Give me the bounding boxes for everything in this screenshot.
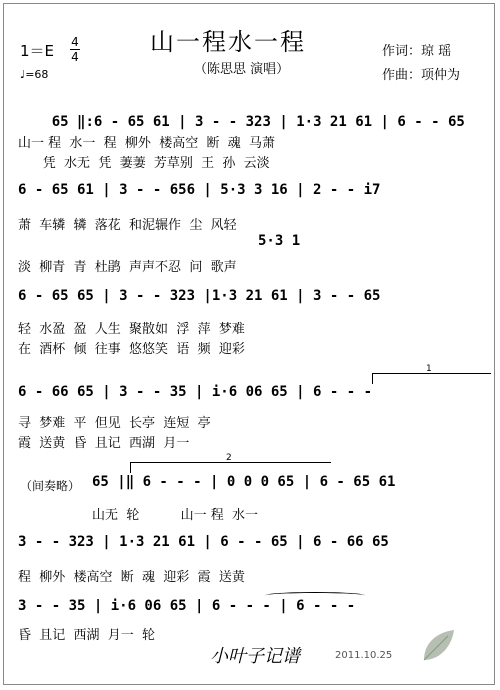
notation-row-5: 65 |‖ 6 - - - | 0 0 0 65 | 6 - 65 61 — [92, 474, 396, 490]
notation-row-2: 6 - 65 61 | 3 - - 656 | 5·3 3 16 | 2 - - i7 — [18, 182, 381, 198]
tempo-mark: ♩=68 — [20, 68, 49, 81]
composer-credit: 作曲：项仲为 — [382, 68, 461, 83]
lyrics-row-3b: 在 酒杯 倾 往事 悠悠笑 语 频 迎彩 — [18, 342, 245, 357]
time-sig-top: 4 — [71, 35, 79, 49]
volta-number-2: 2 — [226, 453, 232, 463]
leaf-icon — [418, 626, 458, 666]
repeat-start: ‖: — [77, 114, 94, 130]
lyrics-row-5: 山无 轮 山一 程 水一 — [92, 508, 258, 523]
singer-credit: （陈思思 演唱） — [194, 62, 290, 77]
volta-number-1: 1 — [426, 364, 432, 374]
transcriber-signature: 小叶子记谱 — [210, 646, 300, 667]
volta-bracket-1 — [372, 373, 491, 384]
notation-row-7: 3 - - 35 | i·6 06 65 | 6 - - - | 6 - - - — [18, 598, 356, 614]
lyrics-row-7: 昏 且记 西湖 月一 轮 — [18, 628, 156, 643]
lyrics-row-2a: 萧 车辚 辚 落花 和泥辗作 尘 风轻 — [18, 218, 237, 233]
interlude-note: （间奏略） — [20, 479, 81, 493]
key-signature: 1＝E — [20, 42, 55, 60]
notation-row-3: 6 - 65 65 | 3 - - 323 |1·3 21 61 | 3 - - 65 — [18, 288, 381, 304]
credits-block — [382, 40, 460, 88]
notation-row-6: 3 - - 323 | 1·3 21 61 | 6 - - 65 | 6 - 66 65 — [18, 534, 389, 550]
lyrics-row-3a: 轻 水盈 盈 人生 聚散如 浮 萍 梦难 — [18, 322, 245, 337]
lyrics-row-6: 程 柳外 楼高空 断 魂 迎彩 霞 送黄 — [18, 570, 245, 585]
lyrics-row-1b: 凭 水无 凭 萋萋 芳草别 王 孙 云淡 — [18, 156, 270, 171]
notation-row-1: 65 ‖:6 - 65 61 | 3 - - 323 | 1·3 21 61 | 6 - - 65 — [51, 114, 465, 130]
time-sig-bottom: 4 — [71, 50, 79, 64]
notation-row-2b: 5·3 1 — [258, 233, 301, 249]
volta-bracket-2 — [130, 462, 331, 473]
note-group: 65 — [51, 114, 69, 130]
lyrics-row-4b: 霞 送黄 昏 且记 西湖 月一 — [18, 436, 190, 451]
time-signature — [70, 36, 80, 63]
song-title: 山一程水一程 — [150, 28, 306, 56]
lyrics-row-1a: 山一 程 水一 程 柳外 楼高空 断 魂 马萧 — [18, 136, 275, 151]
lyrics-row-2b: 淡 柳青 青 杜鹃 声声不忍 问 歌声 — [18, 260, 237, 275]
signature-date: 2011.10.25 — [335, 650, 393, 661]
lyrics-row-4a: 寻 梦难 平 但见 长亭 连短 亭 — [18, 416, 211, 431]
notation-row-4: 6 - 66 65 | 3 - - 35 | i·6 06 65 | 6 - - - — [18, 384, 373, 400]
lyricist-credit: 作词：琼 瑶 — [382, 44, 452, 59]
